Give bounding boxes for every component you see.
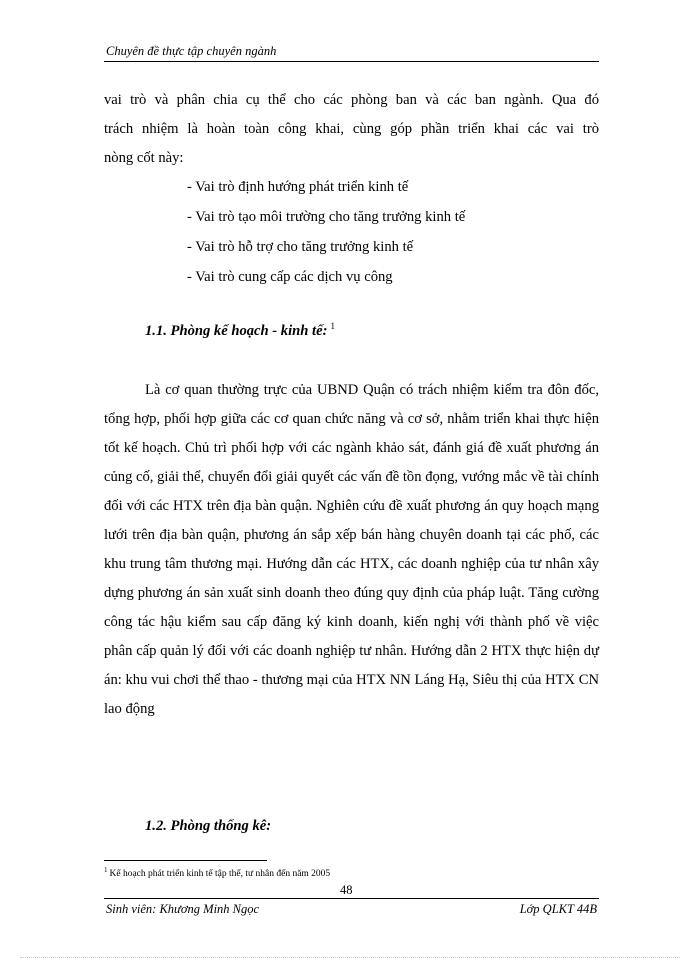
footnote-text: Kế hoạch phát triển kinh tế tập thể, tư nhân đến năm 2005 [109,869,331,880]
running-header-title: Chuyên đề thực tập chuyên ngành [106,44,277,58]
bullet-item: - Vai trò cung cấp các dịch vụ công [187,269,393,285]
footnote-mark: 1 [104,866,108,874]
section-heading-1-1 [145,321,335,340]
section-heading-1-1-text: 1.1. Phòng kế hoạch - kinh tế: [145,322,328,339]
footnote [104,866,330,879]
bullet-item: - Vai trò hỗ trợ cho tăng trưởng kinh tế [187,239,414,255]
footer-divider [104,898,599,899]
role-bullet-list [187,172,607,292]
header-divider [104,61,599,62]
intro-line-1: vai trò và phân chia cụ thể cho các phòng ban và các ban ngành. Qua đó [104,92,599,108]
section-1-1-paragraph: Là cơ quan thường trực của UBND Quận có trách nhiệm kiểm tra đôn đốc, tổng hợp, phối hợp giữa các cơ quan chức năng và cơ sở, nhằm triển khai thực hiện tốt kế hoạch. Chủ trì phối hợp với các ngành khảo sát, đánh giá đề xuất phương án củng cố, giải thể, chuyển đổi giải quyết các vấn đề tồn đọng, vướng mắc về tài chính đối với các HTX trên địa bàn quận. Nghiên cứu đề xuất phương án quy hoạch mạng lưới trên địa bàn quận, phương án sắp xếp bán hàng chuyên doanh tại các phố, các khu trung tâm thương mại. Hướng dẫn các HTX, các doanh nghiệp của tư nhân xây dựng phương án sản xuất sinh doanh theo đúng quy định của pháp luật. Tăng cường công tác hậu kiểm sau cấp đăng ký kinh doanh, kiến nghị với thành phố về việc phân cấp quản lý đối với các doanh nghiệp tư nhân. Hướng dẫn 2 HTX thực hiện dự án: khu vui chơi thể thao - thương mại của HTX NN Láng Hạ, Siêu thị của HTX CN lao động [104,382,599,717]
footnote-divider [104,860,267,861]
section-heading-1-2: 1.2. Phòng thống kê: [145,818,272,834]
page-edge-dotted-line [20,957,680,958]
footer-student-name: Sinh viên: Khương Minh Ngọc [106,902,260,916]
section-1-1-body [104,376,599,724]
intro-line-2: trách nhiệm là hoàn toàn công khai, cùng góp phần triển khai các vai trò [104,121,599,137]
page-number: 48 [340,883,353,897]
intro-paragraph [104,86,599,173]
bullet-item: - Vai trò tạo môi trường cho tăng trưởng kinh tế [187,209,466,225]
footer-class: Lớp QLKT 44B [519,902,597,916]
intro-line-3: nòng cốt này: [104,150,184,166]
footnote-reference: 1 [330,321,335,331]
bullet-item: - Vai trò định hướng phát triển kinh tế [187,179,409,195]
